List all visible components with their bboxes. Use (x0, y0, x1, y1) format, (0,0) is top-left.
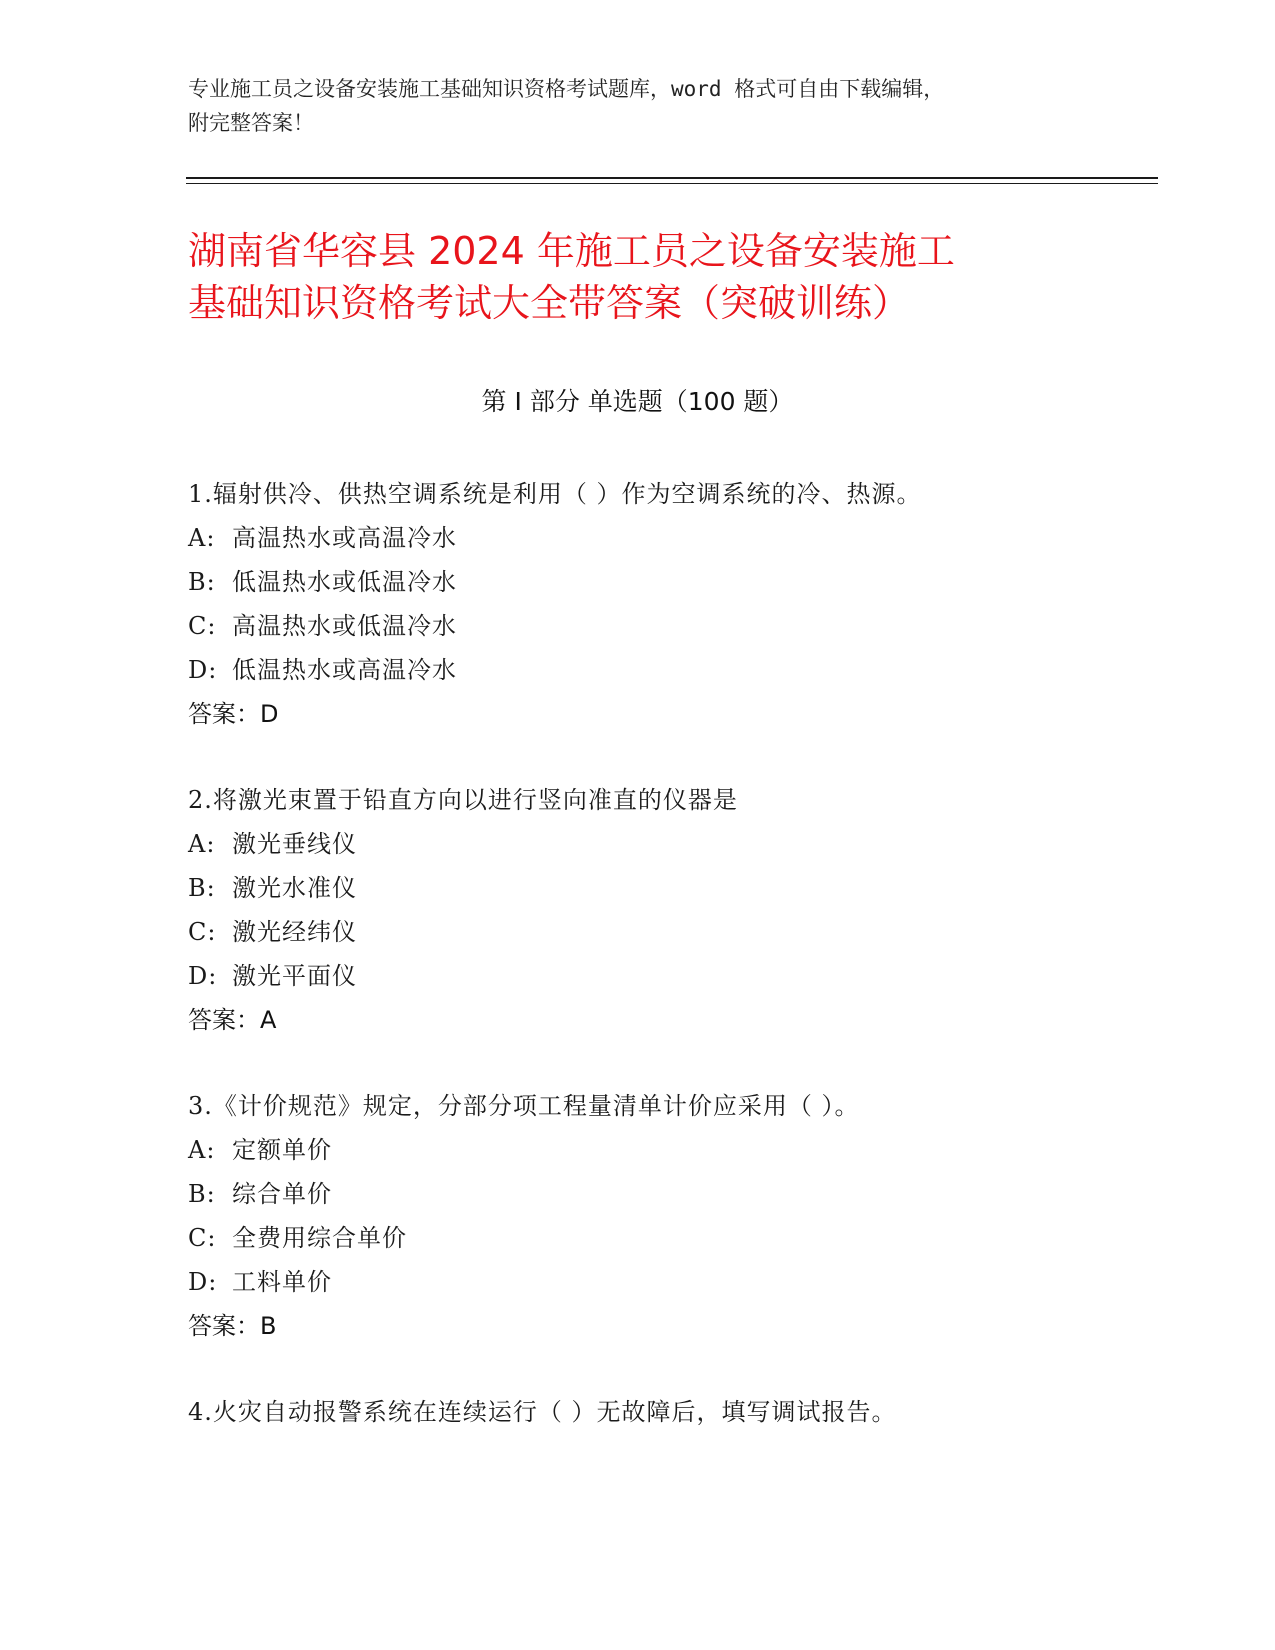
option-letter: A: (188, 1136, 216, 1164)
option-text: 高温热水或低温冷水 (232, 612, 457, 640)
option-a (188, 1128, 1088, 1172)
option-text: 高温热水或高温冷水 (232, 524, 457, 552)
answer-value: D (260, 700, 279, 728)
option-c (188, 604, 1088, 648)
answer (188, 998, 1088, 1042)
question-list (188, 472, 1088, 1476)
answer-value: B (260, 1312, 277, 1340)
section-heading: 第 I 部分 单选题（100 题） (481, 387, 794, 416)
question-stem: 2.将激光束置于铅直方向以进行竖向准直的仪器是 (188, 786, 738, 814)
question-1 (188, 472, 1088, 736)
option-text: 低温热水或低温冷水 (232, 568, 457, 596)
answer-label: 答案： (188, 1006, 260, 1034)
question-stem: 3.《计价规范》规定，分部分项工程量清单计价应采用（ ）。 (188, 1092, 860, 1120)
option-letter: B: (188, 1180, 216, 1208)
answer-label: 答案： (188, 700, 260, 728)
option-text: 定额单价 (232, 1136, 332, 1164)
header-note-line-2: 附完整答案！ (188, 111, 314, 135)
option-letter: B: (188, 568, 216, 596)
option-text: 工料单价 (232, 1268, 332, 1296)
option-letter: C: (188, 1224, 217, 1252)
header-note-line-1: 专业施工员之设备安装施工基础知识资格考试题库，word 格式可自由下载编辑， (188, 77, 945, 101)
question-2 (188, 778, 1088, 1042)
option-d (188, 954, 1088, 998)
question-stem: 1.辐射供冷、供热空调系统是利用（ ）作为空调系统的冷、热源。 (188, 480, 922, 508)
option-b (188, 1172, 1088, 1216)
answer (188, 692, 1088, 736)
option-letter: B: (188, 874, 216, 902)
option-letter: D: (188, 962, 218, 990)
header-note (188, 72, 1088, 140)
document-title-line-1: 湖南省华容县 2024 年施工员之设备安装施工 (188, 229, 955, 273)
option-d (188, 648, 1088, 692)
option-text: 全费用综合单价 (232, 1224, 407, 1252)
option-b (188, 866, 1088, 910)
document-title-line-2: 基础知识资格考试大全带答案（突破训练） (188, 281, 911, 325)
option-text: 激光水准仪 (232, 874, 357, 902)
header-divider-thin (186, 183, 1158, 184)
option-a (188, 516, 1088, 560)
answer (188, 1304, 1088, 1348)
answer-label: 答案： (188, 1312, 260, 1340)
option-d (188, 1260, 1088, 1304)
option-letter: A: (188, 524, 216, 552)
question-4 (188, 1390, 1088, 1434)
option-letter: C: (188, 612, 217, 640)
option-letter: C: (188, 918, 217, 946)
option-text: 低温热水或高温冷水 (232, 656, 457, 684)
option-c (188, 910, 1088, 954)
option-letter: A: (188, 830, 216, 858)
document-title (188, 225, 1108, 329)
question-stem: 4.火灾自动报警系统在连续运行（ ）无故障后，填写调试报告。 (188, 1398, 897, 1426)
option-text: 激光垂线仪 (232, 830, 357, 858)
answer-value: A (260, 1006, 277, 1034)
question-3 (188, 1084, 1088, 1348)
option-letter: D: (188, 656, 218, 684)
option-text: 激光平面仪 (232, 962, 357, 990)
header-divider-thick (186, 177, 1158, 179)
option-a (188, 822, 1088, 866)
option-c (188, 1216, 1088, 1260)
option-letter: D: (188, 1268, 218, 1296)
option-b (188, 560, 1088, 604)
option-text: 激光经纬仪 (232, 918, 357, 946)
option-text: 综合单价 (232, 1180, 332, 1208)
